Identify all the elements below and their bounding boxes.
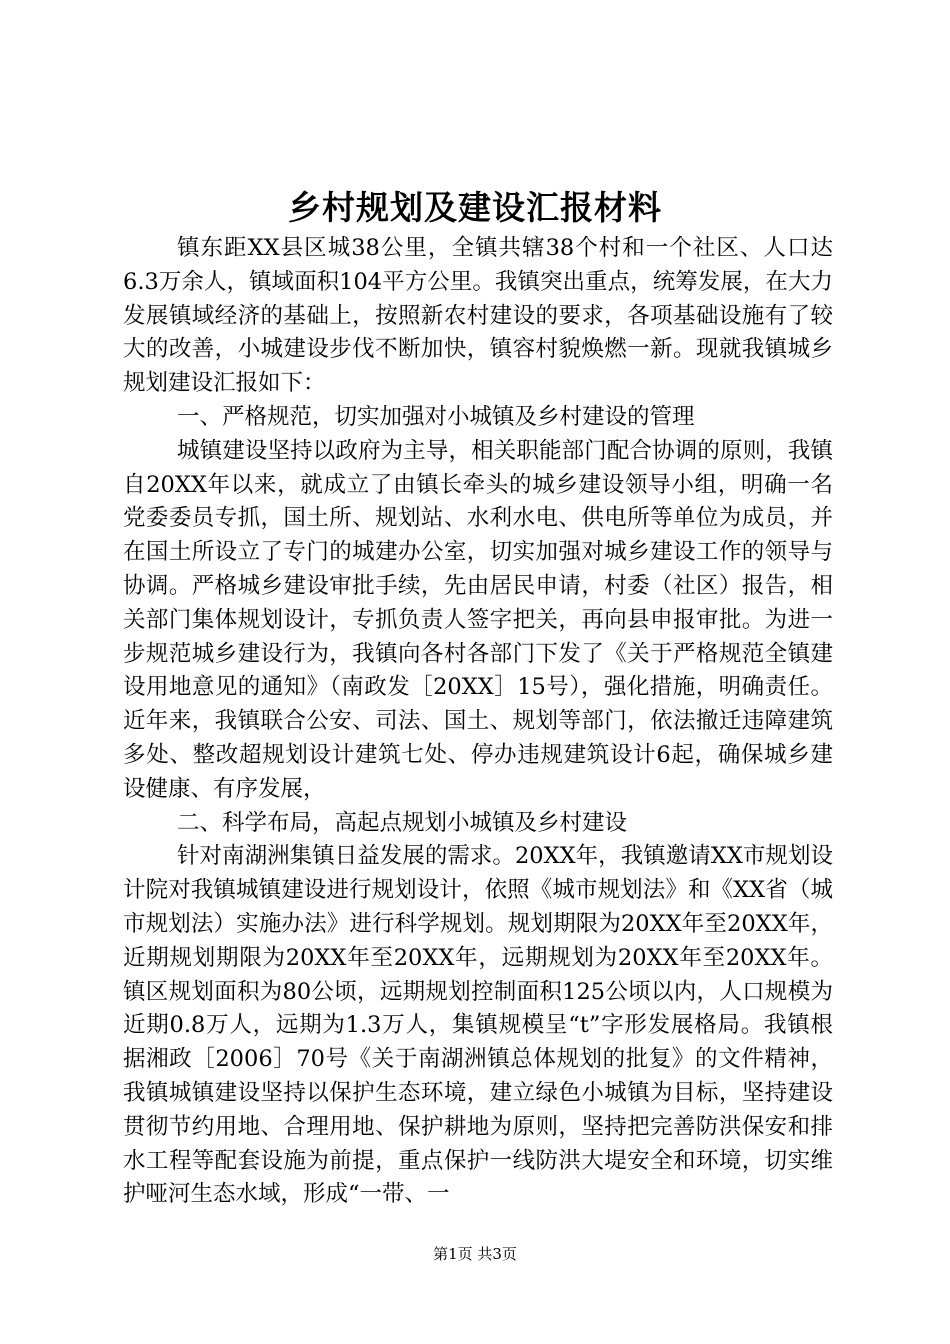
page-number-footer: 第1页 共3页	[433, 1245, 517, 1263]
document-title: 乡村规划及建设汇报材料	[288, 188, 662, 227]
section-heading-1: 一、严格规范，切实加强对小城镇及乡村建设的管理	[177, 403, 695, 430]
intro-paragraph: 镇东距XX县区城38公里，全镇共辖38个村和一个社区、人口达6.3万余人，镇域面积104平方公里。我镇突出重点，统筹发展，在大力发展镇域经济的基础上，按照新农村建设的要求，各项基础设施有了较大的改善，小城建设步伐不断加快，镇容村貌焕燃一新。现就我镇城乡规划建设汇报如下：	[123, 235, 833, 397]
document-body	[123, 232, 833, 1212]
section-2-paragraph: 针对南湖洲集镇日益发展的需求。20XX年，我镇邀请XX市规划设计院对我镇城镇建设进行规划设计，依照《城市规划法》和《XX省（城市规划法）实施办法》进行科学规划。规划期限为20XX年至20XX年，近期规划期限为20XX年至20XX年，远期规划为20XX年至20XX年。镇区规划面积为80公顷，远期规划控制面积125公顷以内，人口规模为近期0.8万人，远期为1.3万人，集镇规模呈“t”字形发展格局。我镇根据湘政［2006］70号《关于南湖洲镇总体规划的批复》的文件精神，我镇城镇建设坚持以保护生态环境，建立绿色小城镇为目标，坚持建设贯彻节约用地、合理用地、保护耕地为原则，坚持把完善防洪保安和排水工程等配套设施为前提，重点保护一线防洪大堤安全和环境，切实维护哑河生态水域，形成“一带、一	[123, 843, 833, 1208]
section-1-paragraph: 城镇建设坚持以政府为主导，相关职能部门配合协调的原则，我镇自20XX年以来，就成立了由镇长牵头的城乡建设领导小组，明确一名党委委员专抓，国土所、规划站、水利水电、供电所等单位为成员，并在国土所设立了专门的城建办公室，切实加强对城乡建设工作的领导与协调。严格城乡建设审批手续，先由居民申请，村委（社区）报告，相关部门集体规划设计，专抓负责人签字把关，再向县申报审批。为进一步规范城乡建设行为，我镇向各村各部门下发了《关于严格规范全镇建设用地意见的通知》（南政发［20XX］15号），强化措施，明确责任。近年来，我镇联合公安、司法、国土、规划等部门，依法撤迁违障建筑多处、整改超规划设计建筑七处、停办违规建筑设计6起，确保城乡建设健康、有序发展，	[123, 437, 833, 802]
section-heading-2: 二、科学布局，高起点规划小城镇及乡村建设	[177, 809, 628, 836]
